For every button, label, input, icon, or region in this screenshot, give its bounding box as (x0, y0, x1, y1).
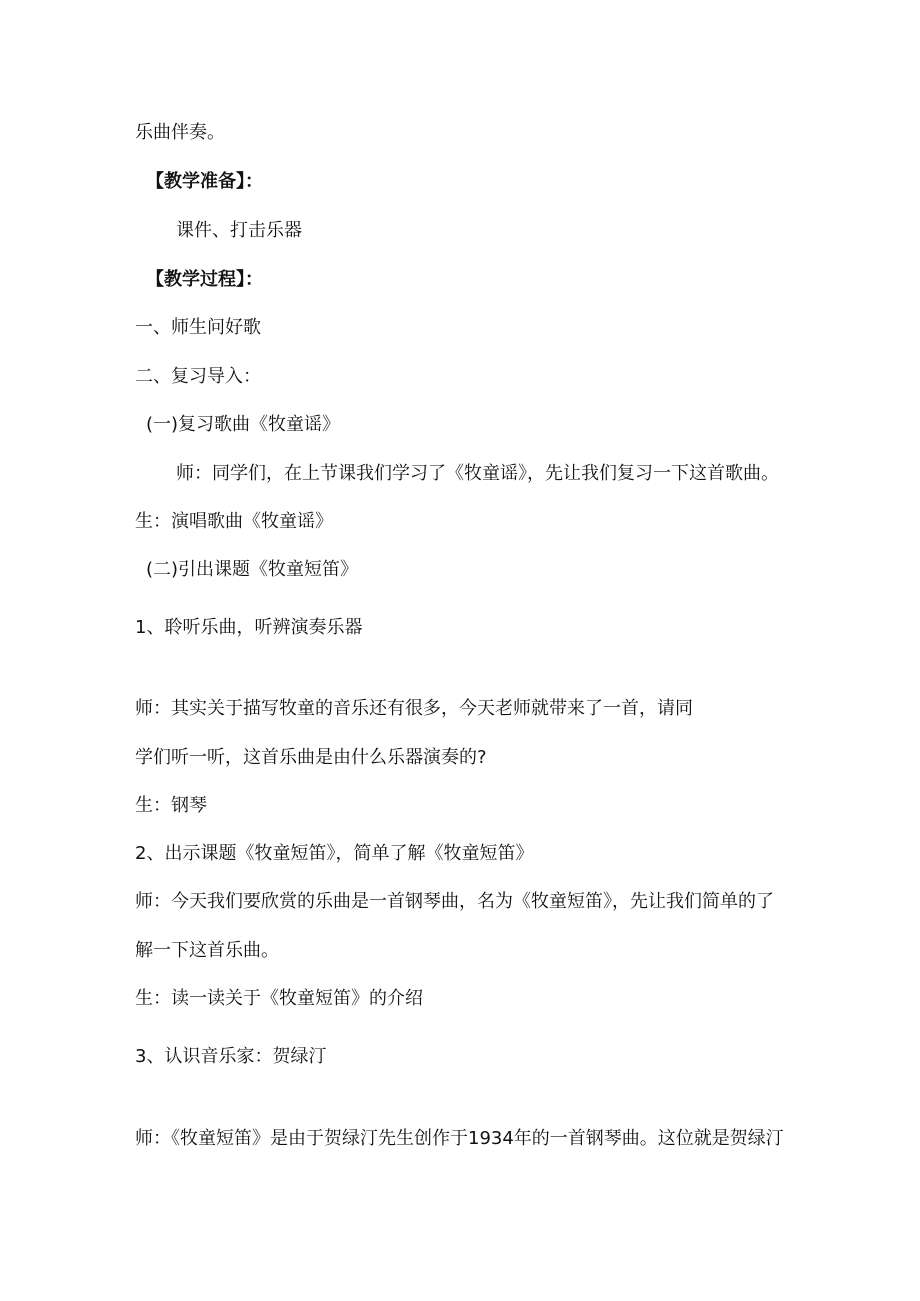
text-line-substep-2: (二)引出课题《牧童短笛》 (146, 559, 359, 580)
text-line-materials: 课件、打击乐器 (176, 220, 302, 241)
section-heading-process: 【教学过程】： (146, 269, 263, 290)
text-line-activity-1: 1、聆听乐曲，听辨演奏乐器 (135, 617, 363, 638)
section-heading-preparation: 【教学准备】： (146, 171, 263, 192)
text-line-step-1: 一、师生问好歌 (135, 317, 261, 338)
text-line-teacher-2a: 师：其实关于描写牧童的音乐还有很多，今天老师就带来了一首，请同 (135, 698, 693, 719)
text-line-teacher-3b: 解一下这首乐曲。 (135, 940, 279, 961)
text-line-teacher-3a: 师：今天我们要欣赏的乐曲是一首钢琴曲，名为《牧童短笛》，先让我们简单的了 (135, 891, 774, 912)
text-line-activity-2: 2、出示课题《牧童短笛》，简单了解《牧童短笛》 (135, 843, 534, 864)
text-line-1: 乐曲伴奏。 (135, 122, 225, 143)
text-line-student-2: 生：钢琴 (135, 795, 207, 816)
text-line-teacher-4: 师：《牧童短笛》是由于贺绿汀先生创作于1934年的一首钢琴曲。这位就是贺绿汀 (135, 1128, 784, 1149)
text-line-step-2: 二、复习导入： (135, 366, 261, 387)
text-line-student-3: 生：读一读关于《牧童短笛》的介绍 (135, 988, 423, 1009)
text-line-teacher-1: 师：同学们，在上节课我们学习了《牧童谣》，先让我们复习一下这首歌曲。 (176, 463, 779, 484)
text-line-teacher-2b: 学们听一听，这首乐曲是由什么乐器演奏的? (135, 747, 487, 768)
text-line-activity-3: 3、认识音乐家：贺绿汀 (135, 1046, 327, 1067)
text-line-substep-1: (一)复习歌曲《牧童谣》 (146, 414, 341, 435)
text-line-student-1: 生：演唱歌曲《牧童谣》 (135, 511, 333, 532)
